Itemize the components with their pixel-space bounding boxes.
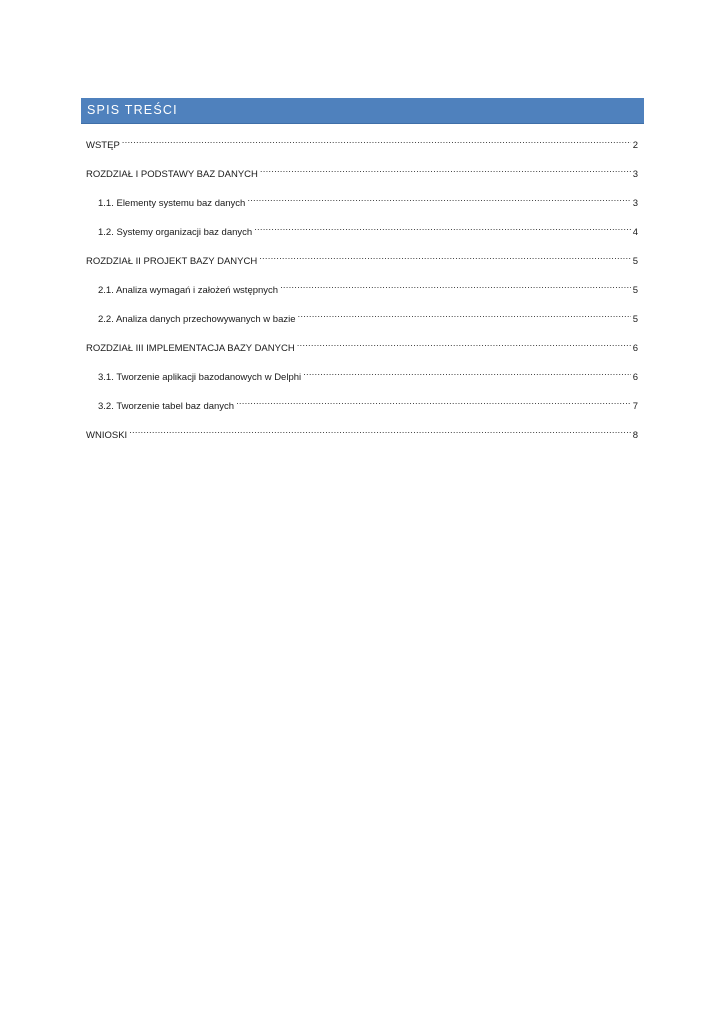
toc-page-number: 6 xyxy=(632,372,638,383)
toc-dot-leader xyxy=(259,253,630,264)
toc-page-number: 6 xyxy=(632,343,638,354)
toc-dot-leader xyxy=(298,311,631,322)
toc-page-number: 3 xyxy=(632,198,638,209)
toc-entry-label: 3.2. Tworzenie tabel baz danych xyxy=(98,401,235,412)
toc-entry-label: WNIOSKI xyxy=(86,430,128,441)
toc-entry-3-2[interactable] xyxy=(86,398,638,427)
toc-page-number: 5 xyxy=(632,256,638,267)
toc-title: SPIS TREŚCI xyxy=(87,103,178,117)
toc-header-bar xyxy=(81,98,644,124)
toc-dot-leader xyxy=(303,369,631,380)
toc-dot-leader xyxy=(236,398,631,409)
toc-entry-2-1[interactable] xyxy=(86,282,638,311)
toc-entry-rozdzial-3[interactable] xyxy=(86,340,638,369)
toc-entry-label: ROZDZIAŁ II PROJEKT BAZY DANYCH xyxy=(86,256,258,267)
toc-dot-leader xyxy=(247,195,630,206)
toc-entry-label: 2.1. Analiza wymagań i założeń wstępnych xyxy=(98,285,279,296)
toc-entry-1-2[interactable] xyxy=(86,224,638,253)
toc-entry-label: 3.1. Tworzenie aplikacji bazodanowych w Delphi xyxy=(98,372,302,383)
toc-entry-label: 1.1. Elementy systemu baz danych xyxy=(98,198,246,209)
toc-entry-rozdzial-2[interactable] xyxy=(86,253,638,282)
toc-page-number: 7 xyxy=(632,401,638,412)
toc-entry-label: WSTĘP xyxy=(86,140,120,151)
toc-entry-wnioski[interactable] xyxy=(86,427,638,456)
toc-entry-label: ROZDZIAŁ I PODSTAWY BAZ DANYCH xyxy=(86,169,258,180)
toc-page-number: 8 xyxy=(632,430,638,441)
toc-dot-leader xyxy=(122,137,631,148)
toc-entry-label: 2.2. Analiza danych przechowywanych w bazie xyxy=(98,314,296,325)
toc-entry-3-1[interactable] xyxy=(86,369,638,398)
toc-dot-leader xyxy=(260,166,631,177)
toc-entry-wstep[interactable] xyxy=(86,137,638,166)
toc-page-number: 4 xyxy=(632,227,638,238)
toc-page-number: 3 xyxy=(632,169,638,180)
toc-dot-leader xyxy=(297,340,631,351)
toc-list xyxy=(86,137,638,456)
toc-page-number: 5 xyxy=(632,285,638,296)
toc-dot-leader xyxy=(129,427,631,438)
toc-entry-label: 1.2. Systemy organizacji baz danych xyxy=(98,227,253,238)
toc-entry-rozdzial-1[interactable] xyxy=(86,166,638,195)
toc-entry-label: ROZDZIAŁ III IMPLEMENTACJA BAZY DANYCH xyxy=(86,343,295,354)
toc-entry-1-1[interactable] xyxy=(86,195,638,224)
toc-dot-leader xyxy=(280,282,631,293)
toc-page-number: 5 xyxy=(632,314,638,325)
toc-page-number: 2 xyxy=(632,140,638,151)
toc-dot-leader xyxy=(254,224,631,235)
toc-entry-2-2[interactable] xyxy=(86,311,638,340)
